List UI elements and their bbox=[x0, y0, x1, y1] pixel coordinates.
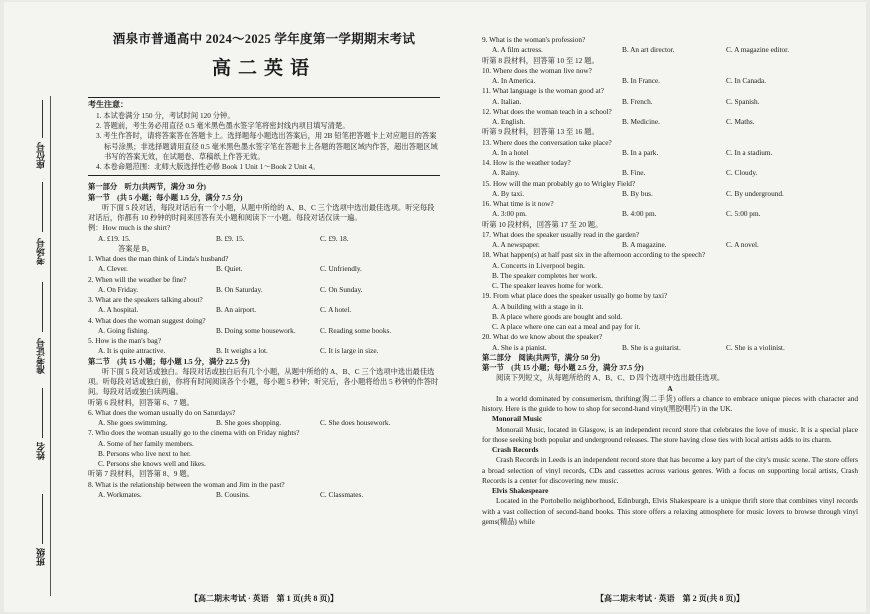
question: 4. What does the woman suggest doing? bbox=[88, 315, 206, 325]
seat-number-line bbox=[42, 100, 43, 138]
class-line bbox=[42, 494, 43, 544]
question: 1. What does the man think of Linda's husband? bbox=[88, 254, 229, 263]
question: 16. What time is it now? bbox=[482, 199, 554, 208]
passage-intro: In a world dominated by consumerism, thrifting(淘二手货) offers a chance to embrace unique pieces with character and history. Here is the guide to how to shop for second-hand vinyl(黑胶唱片) in the UK. bbox=[482, 393, 858, 413]
option: A. £19. 15. bbox=[98, 233, 131, 243]
section-instructions: 听下面 5 段对话或独白。每段对话或独白后有几个小题，从题中所给的 A、B、C 三个选项中选出最佳选项。听每段对话或独白前，你将有时间阅读各个小题，每小题 5 秒钟；听完后，各小题将给出 5 秒钟的作答时间。每段对话或独白读两遍。 bbox=[88, 366, 439, 397]
name-label: 姓名 bbox=[36, 442, 46, 460]
candidate-notice bbox=[88, 97, 440, 177]
material-note: 听第 9 段材料，回答第 13 至 16 题。 bbox=[482, 127, 599, 137]
option: A. Concerts in Liverpool begin. bbox=[492, 260, 585, 270]
exam-room-line bbox=[42, 182, 43, 232]
question-options bbox=[88, 418, 440, 428]
option: C. 5:00 pm. bbox=[726, 209, 761, 219]
example-answer: 答案是 B。 bbox=[118, 243, 154, 253]
question: 17. What does the speaker usually read in the garden? bbox=[482, 229, 640, 239]
option: A. 3:00 pm. bbox=[492, 209, 527, 219]
section-heading: 第一节 (共 5 小题；每小题 1.5 分，满分 7.5 分) bbox=[88, 192, 243, 202]
option: C. A hotel. bbox=[320, 305, 352, 315]
option: A. A newspaper. bbox=[492, 240, 540, 249]
class-label: 班级 bbox=[36, 548, 46, 566]
option: C. A magazine editor. bbox=[726, 45, 790, 55]
option: C. In Canada. bbox=[726, 76, 767, 85]
question: 18. What happen(s) at half past six in the afternoon according to the speech? bbox=[482, 250, 706, 260]
option: B. French. bbox=[622, 96, 653, 106]
question-options bbox=[482, 189, 858, 199]
option: A. It is quite attractive. bbox=[98, 346, 166, 356]
option: B. In France. bbox=[622, 76, 661, 85]
question-options bbox=[482, 343, 858, 353]
question: 3. What are the speakers talking about? bbox=[88, 295, 203, 304]
option: B. Doing some housework. bbox=[216, 325, 296, 335]
option: A. Rainy. bbox=[492, 168, 520, 178]
option: C. She is a violinist. bbox=[726, 342, 785, 352]
passage-letter: A bbox=[667, 383, 673, 393]
option: C. By underground. bbox=[726, 188, 784, 198]
ticket-number-label: 准考证号 bbox=[36, 338, 46, 374]
question: 12. What does the woman teach in a school? bbox=[482, 106, 612, 116]
option: B. She goes shopping. bbox=[216, 418, 282, 427]
page-2 bbox=[482, 2, 858, 612]
option: A. A building with a stage in it. bbox=[492, 301, 584, 311]
option: A. She goes swimming. bbox=[98, 418, 168, 427]
option: C. A place where one can eat a meal and pay for it. bbox=[492, 322, 641, 331]
option: C. £9. 18. bbox=[320, 233, 349, 243]
option: B. On Saturday. bbox=[216, 284, 263, 294]
example-options bbox=[88, 234, 440, 244]
option: A. Italian. bbox=[492, 96, 522, 106]
notice-line: 1. 本试卷满分 150 分，考试时间 120 分钟。 bbox=[96, 110, 235, 120]
example-question: 例：How much is the shirt? bbox=[88, 223, 171, 233]
page-footer: 【高二期末考试 · 英语 第 1 页(共 8 页)】 bbox=[190, 593, 338, 603]
question-options bbox=[482, 148, 858, 158]
option: A. In America. bbox=[492, 76, 536, 85]
option: C. On Sunday. bbox=[320, 284, 363, 294]
question: 5. How is the man's bag? bbox=[88, 336, 162, 345]
section-instructions: 听下面 5 段对话，每段对话后有一个小题，从题中所给的 A、B、C 三个选项中选出最佳选项。听完每段对话后，你都有 10 秒钟的时间来回答有关小题和阅读下一小题。每段对话仅读一遍。 bbox=[88, 202, 435, 222]
subject-title: 高二英语 bbox=[211, 58, 316, 80]
section-heading: 第二节 (共 15 小题；每小题 1.5 分，满分 22.5 分) bbox=[88, 356, 250, 366]
option: B. 4:00 pm. bbox=[622, 209, 657, 219]
notice-line: 4. 本卷命题范围：北师大版选择性必修 Book 1 Unit 1～Book 2 Unit 4。 bbox=[96, 162, 320, 171]
option: B. Quiet. bbox=[216, 264, 243, 274]
section-instructions: 阅读下列短文，从每题所给的 A、B、C、D 四个选项中选出最佳选项。 bbox=[496, 373, 725, 383]
option: C. It is large in size. bbox=[320, 346, 379, 356]
seat-number-label: 座位号 bbox=[36, 142, 46, 169]
question-options bbox=[88, 285, 440, 295]
question-options bbox=[482, 209, 858, 219]
option: C. Persons she knows well and likes. bbox=[98, 459, 206, 468]
question-options bbox=[88, 264, 440, 274]
question-options bbox=[482, 240, 858, 250]
option: A. English. bbox=[492, 117, 526, 126]
option: B. It weighs a lot. bbox=[216, 346, 268, 356]
exam-sheet bbox=[4, 2, 866, 612]
question-options bbox=[482, 45, 858, 55]
option: B. An airport. bbox=[216, 305, 257, 315]
question: 11. What language is the woman good at? bbox=[482, 86, 604, 96]
part-heading: 第二部分 阅读(共两节，满分 50 分) bbox=[482, 352, 600, 362]
store-heading: Crash Records bbox=[492, 445, 539, 454]
option: B. Cousins. bbox=[216, 489, 250, 499]
option: B. An art director. bbox=[622, 45, 675, 55]
option: A. Workmates. bbox=[98, 489, 142, 499]
option: A. A hospital. bbox=[98, 305, 139, 315]
notice-line: 2. 答题前，考生务必用直径 0.5 毫米黑色墨水签字笔将密封线内项目填写清楚。 bbox=[96, 121, 350, 130]
material-note: 听第 7 段材料，回答第 8、9 题。 bbox=[88, 469, 194, 479]
question: 8. What is the relationship between the woman and Jim in the past? bbox=[88, 479, 285, 489]
notice-line: 3. 考生作答时，请将答案答在答题卡上。选择题每小题选出答案后，用 2B 铅笔把答题卡上对应题目的答案标号涂黑；非选择题请用直径 0.5 毫米黑色墨水签字笔在答题卡上各题的答题区域内作答，超出答题区域书写的答案无效，在试题卷、草稿纸上作答无效。 bbox=[96, 131, 438, 161]
option: C. Maths. bbox=[726, 117, 755, 126]
question: 19. From what place does the speaker usually go home by taxi? bbox=[482, 291, 668, 301]
option: C. In a stadium. bbox=[726, 147, 773, 157]
option: A. Clever. bbox=[98, 264, 128, 274]
material-note: 听第 6 段材料，回答第 6、7 题。 bbox=[88, 397, 194, 407]
question: 9. What is the woman's profession? bbox=[482, 35, 586, 44]
ticket-number-line bbox=[42, 282, 43, 332]
part-heading: 第一部分 听力(共两节，满分 30 分) bbox=[88, 182, 206, 192]
store-heading: Monorail Music bbox=[492, 414, 543, 424]
question-options bbox=[88, 490, 440, 500]
name-line bbox=[42, 388, 43, 438]
option: A. Going fishing. bbox=[98, 325, 150, 335]
option: C. Classmates. bbox=[320, 489, 364, 499]
option: C. Cloudy. bbox=[726, 168, 758, 178]
question-options bbox=[482, 117, 858, 127]
option: A. Some of her family members. bbox=[98, 438, 194, 448]
option: B. Fine. bbox=[622, 168, 646, 178]
store-paragraph: Located in the Portobello neighborhood, Edinburgh, Elvis Shakespeare is a unique thrift store that combines vinyl records with a vast collection of second-hand books. This store offers a relaxing atmosphere for music lovers to browse through vinyl gems(精品) while bbox=[482, 496, 858, 526]
question-options bbox=[482, 97, 858, 107]
store-paragraph: Crash Records in Leeds is an independent record store that has become a key part of the city's music scene. The store offers a broad selection of vinyl records, CDs and cassettes across various genres. With a focus on supporting local artists, Crash Records is a center for discovering new music. bbox=[482, 455, 858, 485]
option: B. By bus. bbox=[622, 188, 653, 198]
question: 13. Where does the conversation take place? bbox=[482, 137, 612, 147]
question: 20. What do we know about the speaker? bbox=[482, 332, 603, 342]
option: A. A film actress. bbox=[492, 45, 543, 55]
option: A. On Friday. bbox=[98, 284, 139, 294]
option: B. £9. 15. bbox=[216, 233, 245, 243]
option: C. Spanish. bbox=[726, 96, 760, 106]
binding-margin bbox=[4, 2, 84, 612]
store-heading: Elvis Shakespeare bbox=[492, 486, 549, 495]
store-paragraph: Monorail Music, located in Glasgow, is an independent record store that celebrates the love of music. It is a special place for those seeking both popular and underground releases. The store having close ties with local artists adds to its charm. bbox=[482, 424, 858, 444]
question-options bbox=[88, 346, 440, 356]
option: A. In a hotel bbox=[492, 147, 529, 157]
option: B. In a park. bbox=[622, 147, 659, 157]
option: B. Medicine. bbox=[622, 117, 660, 126]
page-footer: 【高二期末考试 · 英语 第 2 页(共 8 页)】 bbox=[596, 593, 744, 603]
option: C. A novel. bbox=[726, 240, 759, 249]
option: B. Persons who live next to her. bbox=[98, 448, 191, 458]
question: 15. How will the man probably go to Wrigley Field? bbox=[482, 178, 636, 188]
option: C. Unfriendly. bbox=[320, 264, 362, 274]
exam-room-label: 考场号 bbox=[36, 238, 46, 265]
option: A. She is a pianist. bbox=[492, 342, 547, 352]
question-options bbox=[88, 326, 440, 336]
option: B. The speaker completes her work. bbox=[492, 270, 598, 280]
question: 7. Who does the woman usually go to the cinema with on Friday nights? bbox=[88, 428, 300, 438]
option: C. She does housework. bbox=[320, 418, 391, 427]
question: 14. How is the weather today? bbox=[482, 158, 571, 167]
option: B. A place where goods are bought and sold. bbox=[492, 311, 623, 321]
option: B. She is a guitarist. bbox=[622, 342, 681, 352]
option: A. By taxi. bbox=[492, 188, 525, 198]
notice-heading: 考生注意： bbox=[88, 99, 128, 109]
material-note: 听第 8 段材料，回答第 10 至 12 题。 bbox=[482, 55, 599, 65]
option: C. Reading some books. bbox=[320, 325, 392, 335]
option: B. A magazine. bbox=[622, 240, 667, 249]
question-options bbox=[88, 305, 440, 315]
material-note: 听第 10 段材料，回答第 17 至 20 题。 bbox=[482, 219, 603, 229]
question-options bbox=[482, 76, 858, 86]
option: C. The speaker leaves home for work. bbox=[492, 281, 603, 290]
seal-line bbox=[50, 96, 51, 596]
page-1 bbox=[88, 2, 440, 612]
exam-title: 酒泉市普通高中 2024～2025 学年度第一学期期末考试 bbox=[112, 32, 416, 46]
question-options bbox=[482, 168, 858, 178]
section-heading: 第一节 (共 15 小题；每小题 2.5 分，满分 37.5 分) bbox=[482, 363, 644, 372]
question: 6. What does the woman usually do on Saturdays? bbox=[88, 407, 236, 417]
question: 2. When will the weather be fine? bbox=[88, 274, 187, 284]
question: 10. Where does the woman live now? bbox=[482, 65, 592, 75]
